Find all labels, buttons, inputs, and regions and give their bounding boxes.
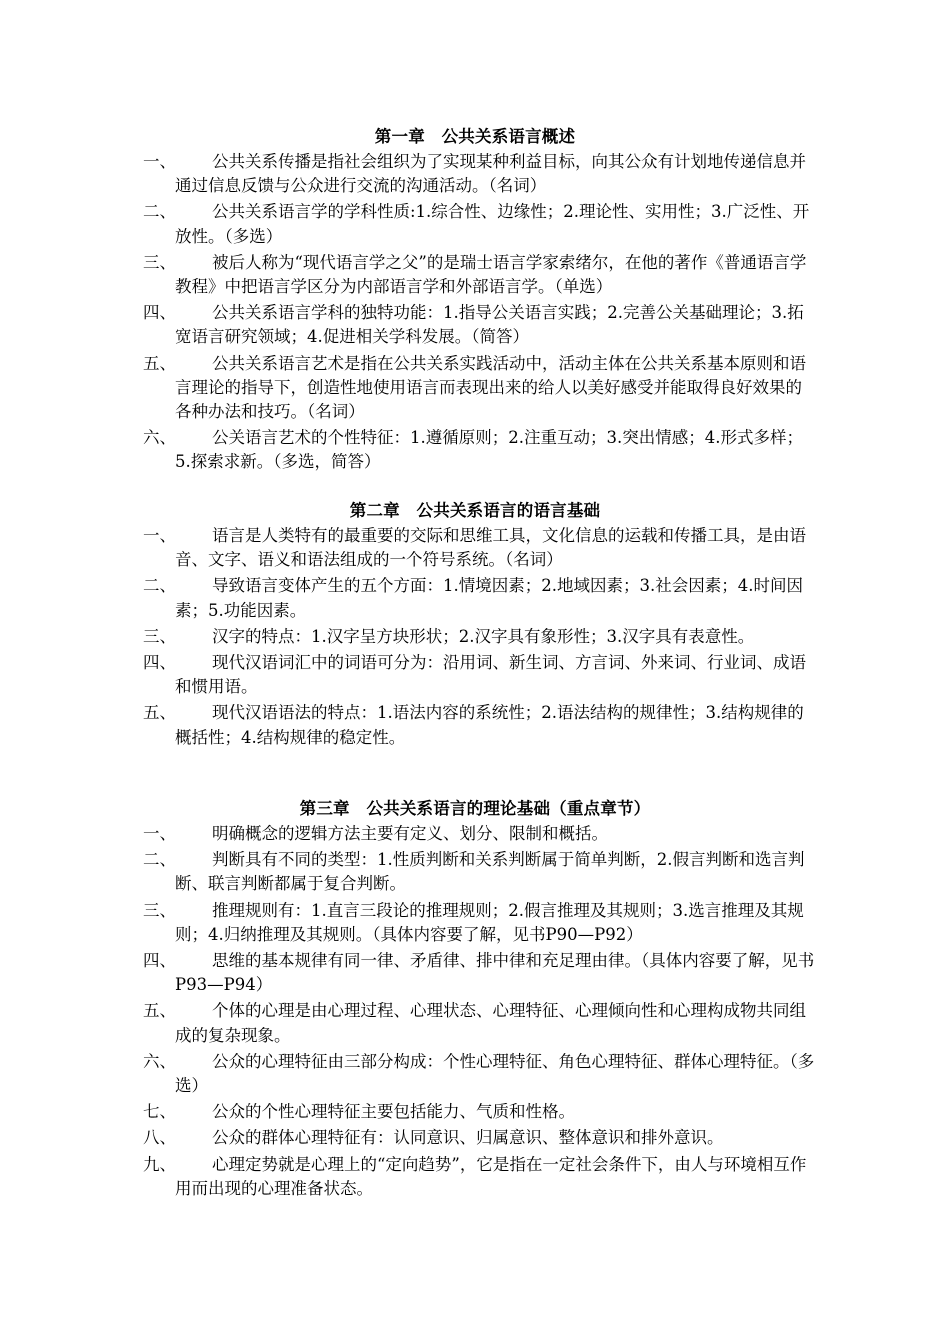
list-item (143, 1126, 815, 1150)
list-item (143, 1100, 815, 1124)
list-item (143, 625, 815, 649)
item-text: 公共关系语言学科的独特功能：1.指导公关语言实践；2.完善公关基础理论；3.拓宽语言研究领域；4.促进相关学科发展。（简答） (175, 303, 804, 347)
item-text: 思维的基本规律有同一律、矛盾律、排中律和充足理由律。（具体内容要了解，见书P93—P94） (175, 951, 815, 995)
chapter-1 (0, 124, 950, 475)
item-text: 公共关系传播是指社会组织为了实现某种利益目标，向其公众有计划地传递信息并通过信息反馈与公众进行交流的沟通活动。（名词） (175, 152, 806, 196)
chapter-title: 第二章 公共关系语言的语言基础 (349, 501, 601, 520)
item-number: 二、 (143, 576, 176, 596)
list-item (143, 949, 815, 997)
list-item (143, 574, 815, 622)
item-number: 四、 (143, 653, 176, 673)
item-number: 四、 (143, 303, 176, 323)
item-number: 九、 (143, 1154, 176, 1174)
list-item (143, 999, 815, 1047)
chapter-title: 第一章 公共关系语言概述 (374, 127, 576, 146)
chapter-title: 第三章 公共关系语言的理论基础（重点章节） (299, 799, 651, 818)
item-number: 八、 (143, 1128, 176, 1148)
item-text: 现代汉语语法的特点：1.语法内容的系统性；2.语法结构的规律性；3.结构规律的概括性；4.结构规律的稳定性。 (175, 703, 804, 747)
list-item (143, 848, 815, 896)
chapter-3 (0, 796, 950, 1201)
list-item (143, 1153, 815, 1201)
list-item (143, 701, 815, 749)
item-text: 推理规则有：1.直言三段论的推理规则；2.假言推理及其规则；3.选言推理及其规则；4.归纳推理及其规则。（具体内容要了解，见书P90—P92） (175, 900, 804, 944)
item-text: 个体的心理是由心理过程、心理状态、心理特征、心理倾向性和心理构成物共同组成的复杂现象。 (175, 1001, 806, 1045)
item-number: 一、 (143, 824, 176, 843)
list-item (143, 301, 815, 349)
item-number: 六、 (143, 1051, 176, 1071)
list-item (143, 426, 815, 474)
list-item (143, 524, 815, 572)
item-text: 公众的个性心理特征主要包括能力、气质和性格。 (212, 1102, 575, 1122)
item-text: 公共关系语言学的学科性质:1.综合性、边缘性；2.理论性、实用性；3.广泛性、开放性。（多选） (175, 202, 810, 246)
item-number: 二、 (143, 850, 176, 870)
item-number: 三、 (143, 900, 176, 920)
item-number: 二、 (143, 202, 176, 222)
item-number: 五、 (143, 353, 176, 373)
item-number: 一、 (143, 152, 176, 171)
item-text: 明确概念的逻辑方法主要有定义、划分、限制和概括。 (212, 824, 608, 843)
item-number: 七、 (143, 1102, 176, 1122)
list-item (143, 899, 815, 947)
list-item (143, 251, 815, 299)
item-text: 判断具有不同的类型：1.性质判断和关系判断属于简单判断，2.假言判断和选言判断、联言判断都属于复合判断。 (175, 850, 805, 894)
item-number: 五、 (143, 1001, 176, 1021)
item-number: 一、 (143, 526, 176, 545)
item-text: 公共关系语言艺术是指在公共关系实践活动中，活动主体在公共关系基本原则和语言理论的指导下，创造性地使用语言而表现出来的给人以美好感受并能取得良好效果的各种办法和技巧。（名词） (175, 353, 806, 422)
item-text: 公众的心理特征由三部分构成：个性心理特征、角色心理特征、群体心理特征。（多选） (175, 1051, 815, 1096)
item-text: 心理定势就是心理上的“定向趋势”，它是指在一定社会条件下，由人与环境相互作用而出现的心理准备状态。 (175, 1154, 807, 1198)
item-number: 三、 (143, 626, 176, 646)
item-number: 六、 (143, 428, 176, 448)
item-number: 三、 (143, 252, 176, 272)
list-item (143, 1050, 815, 1098)
item-text: 公关语言艺术的个性特征：1.遵循原则；2.注重互动；3.突出情感；4.形式多样；5.探索求新。（多选，简答） (175, 428, 803, 472)
chapter-2 (0, 498, 950, 750)
item-number: 五、 (143, 703, 176, 723)
list-item (143, 352, 815, 425)
list-item (143, 200, 815, 248)
list-item (143, 150, 815, 198)
item-text: 公众的群体心理特征有：认同意识、归属意识、整体意识和排外意识。 (212, 1128, 724, 1148)
list-item (143, 651, 815, 699)
item-text: 被后人称为“现代语言学之父”的是瑞士语言学家索绪尔，在他的著作《普通语言学教程》中把语言学区分为内部语言学和外部语言学。（单选） (175, 252, 807, 297)
item-text: 导致语言变体产生的五个方面：1.情境因素；2.地域因素；3.社会因素；4.时间因素；5.功能因素。 (175, 576, 803, 620)
item-text: 现代汉语词汇中的词语可分为：沿用词、新生词、方言词、外来词、行业词、成语和惯用语。 (175, 653, 806, 697)
item-text: 汉字的特点：1.汉字呈方块形状；2.汉字具有象形性；3.汉字具有表意性。 (212, 626, 755, 646)
list-item (143, 822, 815, 846)
item-text: 语言是人类特有的最重要的交际和思维工具，文化信息的运载和传播工具，是由语音、文字、语义和语法组成的一个符号系统。（名词） (175, 526, 806, 570)
item-number: 四、 (143, 951, 176, 971)
